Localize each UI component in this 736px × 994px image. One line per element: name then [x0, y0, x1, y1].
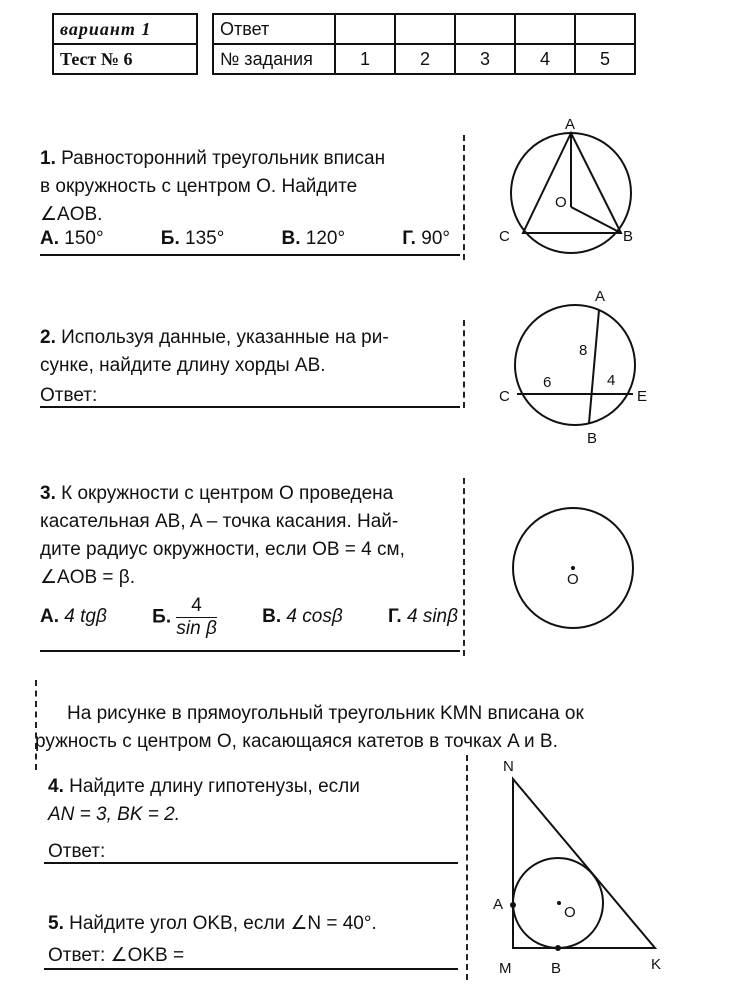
point-b — [555, 945, 561, 951]
q3-line: ∠AOB = β. — [40, 567, 136, 588]
answer-line[interactable] — [44, 968, 458, 970]
test-label: Тест № 6 — [53, 44, 197, 74]
label-a: A — [493, 896, 504, 913]
label-b: B — [623, 228, 634, 245]
q5-answer-label: Ответ: ∠OKB = — [48, 945, 185, 966]
point-a — [510, 902, 516, 908]
task-row-label: № задания — [213, 44, 335, 74]
answer-line[interactable] — [44, 862, 458, 864]
question-number: 4. — [48, 776, 64, 797]
option-g[interactable]: Г. 90° — [402, 228, 450, 249]
q1-line: Равносторонний треугольник вписан — [61, 148, 386, 169]
option-a[interactable]: А. 150° — [40, 228, 104, 249]
option-g[interactable]: Г. 4 sinβ — [388, 606, 458, 627]
answer-line[interactable] — [40, 406, 460, 408]
label-k: K — [651, 956, 662, 973]
q5-line: Найдите угол OKB, если ∠N = 40°. — [69, 913, 377, 934]
vertical-divider — [463, 320, 465, 408]
label-o: O — [555, 194, 567, 211]
intro-text — [35, 700, 735, 756]
q1-options — [40, 228, 450, 250]
label-m: M — [499, 960, 512, 977]
task-number: 2 — [395, 44, 455, 74]
q3-options — [40, 592, 458, 642]
vertical-divider — [466, 755, 468, 980]
right-triangle-kmn — [513, 779, 655, 948]
vertical-divider — [463, 135, 465, 260]
segment-length: 4 — [607, 372, 616, 389]
question-1 — [40, 145, 450, 229]
label-a: A — [595, 288, 606, 305]
center-point — [571, 566, 575, 570]
intro-line: На рисунке в прямоугольный треугольник KMN вписана ок — [67, 703, 584, 724]
figure-q2 — [495, 285, 660, 445]
figure-q1 — [495, 115, 655, 255]
answer-cell-3[interactable] — [455, 14, 515, 44]
task-number: 4 — [515, 44, 575, 74]
question-2 — [40, 324, 450, 380]
fraction: $\frac{4}{\text{sin β}}$ — [176, 594, 217, 639]
option-b[interactable]: Б. 135° — [160, 228, 225, 249]
label-b: B — [587, 430, 598, 447]
q4-line: AN = 3, BK = 2. — [48, 804, 181, 825]
chord-ab — [589, 310, 599, 423]
q1-line: ∠AOB. — [40, 204, 103, 225]
segment-length: 8 — [579, 342, 588, 359]
segment-length: 6 — [543, 374, 552, 391]
task-number: 1 — [335, 44, 395, 74]
label-e: E — [637, 388, 648, 405]
q4-line: Найдите длину гипотенузы, если — [69, 776, 360, 797]
q2-answer-label: Ответ: — [40, 385, 98, 406]
label-c: C — [499, 388, 510, 405]
option-v[interactable]: В. 120° — [281, 228, 346, 249]
option-b[interactable]: Б. $\frac{4}{\text{sin β}}$ — [152, 594, 217, 639]
q2-line: сунке, найдите длину хорды AB. — [40, 355, 326, 376]
intro-line: ружность с центром O, касающаяся катетов в точках A и B. — [35, 731, 558, 752]
answer-grid — [212, 13, 636, 75]
question-number: 5. — [48, 913, 64, 934]
option-a[interactable]: А. 4 tgβ — [40, 606, 107, 627]
label-n: N — [503, 758, 514, 775]
divider — [40, 254, 460, 256]
circle — [515, 305, 635, 425]
question-3 — [40, 480, 460, 592]
label-b: B — [551, 960, 562, 977]
option-v[interactable]: В. 4 cosβ — [262, 606, 343, 627]
figure-q45 — [485, 755, 685, 990]
question-number: 1. — [40, 148, 56, 169]
answer-cell-4[interactable] — [515, 14, 575, 44]
answer-cell-1[interactable] — [335, 14, 395, 44]
label-o: O — [564, 904, 576, 921]
q1-line: в окружность с центром O. Найдите — [40, 176, 358, 197]
variant-table — [52, 13, 198, 75]
question-4 — [48, 773, 448, 829]
q4-answer-label: Ответ: — [48, 841, 106, 862]
label-c: C — [499, 228, 510, 245]
vertical-divider — [463, 478, 465, 656]
answer-cell-5[interactable] — [575, 14, 635, 44]
question-number: 2. — [40, 327, 56, 348]
q3-line: К окружности с центром O проведена — [61, 483, 394, 504]
q2-line: Используя данные, указанные на ри- — [61, 327, 389, 348]
q3-line: дите радиус окружности, если OB = 4 см, — [40, 539, 405, 560]
task-number: 3 — [455, 44, 515, 74]
answer-row-label: Ответ — [213, 14, 335, 44]
variant-label: вариант 1 — [53, 14, 197, 44]
center-point — [557, 901, 561, 905]
answer-cell-2[interactable] — [395, 14, 455, 44]
divider — [40, 650, 460, 652]
label-o: O — [567, 571, 579, 588]
q3-line: касательная AB, A – точка касания. Най- — [40, 511, 399, 532]
label-a: A — [565, 116, 576, 133]
question-number: 3. — [40, 483, 56, 504]
task-number: 5 — [575, 44, 635, 74]
question-5 — [48, 910, 458, 938]
figure-q3 — [505, 500, 645, 640]
